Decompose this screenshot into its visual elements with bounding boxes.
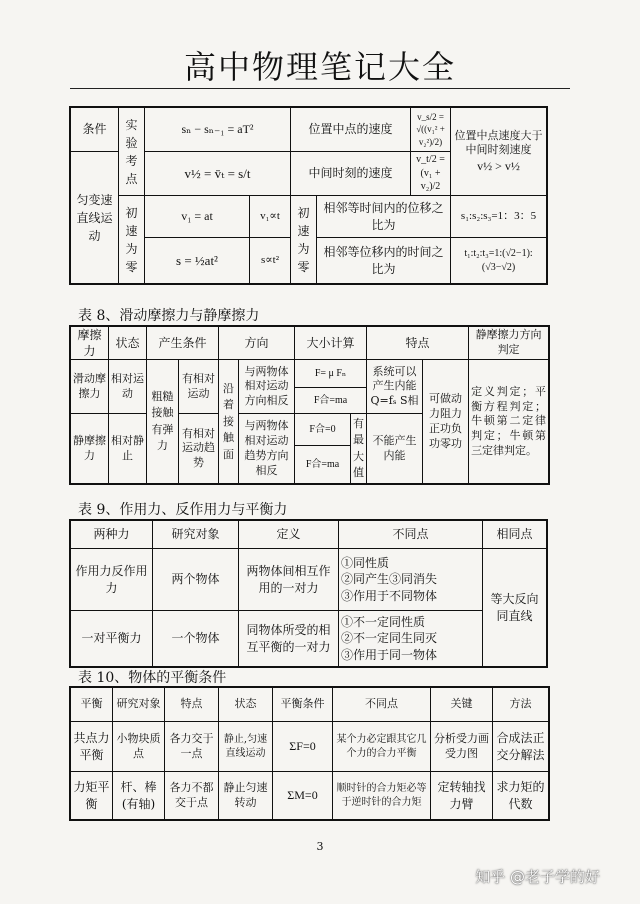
cell-comparison bbox=[451, 108, 547, 196]
table9-caption: 表 9、作用力、反作用力与平衡力 bbox=[78, 502, 288, 518]
cell-key-1: 分析受力画受力图 bbox=[431, 722, 493, 772]
cell-balanced-pair: 一对平衡力 bbox=[71, 611, 153, 667]
header-similarity: 相同点 bbox=[483, 521, 547, 549]
formula-sliding-1: F= μ Fₙ bbox=[295, 360, 367, 388]
watermark: 知乎 @老子学的好 bbox=[475, 868, 600, 886]
header-condition: 产生条件 bbox=[147, 327, 219, 360]
cell-diff-2: 顺时针的合力矩必等于逆时针的合力矩 bbox=[333, 772, 431, 820]
cell-relative-static: 相对静止 bbox=[109, 414, 147, 484]
header-state: 状态 bbox=[219, 688, 273, 722]
cell-diff-1: 某个力必定跟其它几个力的合力平衡 bbox=[333, 722, 431, 772]
cell-work: 可做动力阻力正功负功零功 bbox=[423, 360, 469, 484]
friction-table bbox=[70, 326, 549, 484]
cell-static-friction: 静摩擦力 bbox=[71, 414, 109, 484]
cell-condition-common: 粗糙接触有弹力 bbox=[147, 360, 179, 484]
label-equal-displacement: 相邻等位移内的时间之比为 bbox=[317, 238, 451, 284]
header-key: 关键 bbox=[431, 688, 493, 722]
page-title: 高中物理笔记大全 bbox=[183, 48, 456, 86]
header-calculation: 大小计算 bbox=[295, 327, 367, 360]
cell-state-1: 静止,匀速直线运动 bbox=[219, 722, 273, 772]
cell-experiment-point: 实验考点 bbox=[119, 108, 145, 196]
label-equal-time: 相邻等时间内的位移之比为 bbox=[317, 196, 451, 238]
cell-diff-2 bbox=[339, 611, 483, 667]
title-underline bbox=[70, 88, 570, 89]
header-object: 研究对象 bbox=[113, 688, 165, 722]
cell-definition-2: 同物体所受的相互平衡的一对力 bbox=[239, 611, 339, 667]
cell-judgement: 定义判定；平衡方程判定；牛顿第二定律判定；牛顿第三定律判定。 bbox=[469, 360, 549, 484]
formula-static-2: F合=ma bbox=[295, 446, 351, 484]
header-difference: 不同点 bbox=[333, 688, 431, 722]
header-object: 研究对象 bbox=[153, 521, 239, 549]
cell-sum-force: ΣF=0 bbox=[273, 722, 333, 772]
action-reaction-table bbox=[70, 520, 547, 667]
cell-direction-sliding: 与两物体相对运动方向相反 bbox=[239, 360, 295, 414]
cell-feature-static: 不能产生内能 bbox=[367, 414, 423, 484]
label-midpoint-velocity: 位置中点的速度 bbox=[291, 108, 411, 152]
cell-state-2: 静止匀速转动 bbox=[219, 772, 273, 820]
cell-action-reaction: 作用力反作用力 bbox=[71, 549, 153, 611]
cell-torque-balance: 力矩平衡 bbox=[71, 772, 113, 820]
formula-v-at: v₁ = at bbox=[145, 196, 250, 238]
cell-forces-meet: 各力交于一点 bbox=[165, 722, 219, 772]
cell-condition-sliding: 有相对运动 bbox=[179, 360, 219, 414]
cell-zero-initial-2: 初速为零 bbox=[291, 196, 317, 284]
formula-s: s = ½at² bbox=[145, 238, 250, 284]
cell-direction-static: 与两物体相对运动趋势方向相反 bbox=[239, 414, 295, 484]
formula-static-1: F合=0 bbox=[295, 414, 351, 446]
comparison-text: 位置中点速度大于中间时刻速度 bbox=[454, 128, 543, 157]
diff-1-line-1: ①同性质 bbox=[341, 556, 390, 571]
label-mid-time-velocity: 中间时刻的速度 bbox=[291, 152, 411, 196]
cell-one-object: 一个物体 bbox=[153, 611, 239, 667]
header-difference: 不同点 bbox=[339, 521, 483, 549]
diff-1-line-3: ③作用于不同物体 bbox=[341, 588, 438, 603]
cell-condition-static: 有相对运动趋势 bbox=[179, 414, 219, 484]
diff-2-line-1: ①不一定同性质 bbox=[341, 615, 426, 630]
header-direction: 方向 bbox=[219, 327, 295, 360]
header-judgement: 静摩擦力方向判定 bbox=[469, 327, 549, 360]
cell-relative-motion: 相对运动 bbox=[109, 360, 147, 414]
cell-sliding-friction: 滑动摩擦力 bbox=[71, 360, 109, 414]
ratio-equal-time: s₁:s₂:s₃=1：3：5 bbox=[451, 196, 547, 238]
cell-method-1: 合成法正交分解法 bbox=[493, 722, 549, 772]
cell-diff-1 bbox=[339, 549, 483, 611]
header-feature: 特点 bbox=[165, 688, 219, 722]
cell-motion-type: 匀变速直线运动 bbox=[71, 152, 119, 284]
cell-sum-moment: ΣM=0 bbox=[273, 772, 333, 820]
comparison-formula: v½ > v½ bbox=[477, 159, 520, 174]
page-number: 3 bbox=[316, 840, 324, 853]
header-friction: 摩擦力 bbox=[71, 327, 109, 360]
table8-caption: 表 8、滑动摩擦力与静摩擦力 bbox=[78, 308, 260, 324]
cell-key-2: 定转轴找力臂 bbox=[431, 772, 493, 820]
cell-feature-sliding: 系统可以产生内能Q=fₛ S相 bbox=[367, 360, 423, 414]
header-condition: 平衡条件 bbox=[273, 688, 333, 722]
equilibrium-table bbox=[70, 687, 549, 820]
cell-concurrent-balance: 共点力平衡 bbox=[71, 722, 113, 772]
cell-rod-axis: 杆、棒(有轴) bbox=[113, 772, 165, 820]
formula-v-prop: v₁∝t bbox=[250, 196, 291, 238]
diff-2-line-3: ③作用于同一物体 bbox=[341, 647, 438, 662]
cell-condition: 条件 bbox=[71, 108, 119, 152]
cell-method-2: 求力矩的代数 bbox=[493, 772, 549, 820]
diff-1-line-2: ②同产生③同消失 bbox=[341, 572, 438, 587]
ratio-equal-displacement: t₁:t₂:t₃=1:(√2−1):(√3−√2) bbox=[451, 238, 547, 284]
cell-definition-1: 两物体间相互作用的一对力 bbox=[239, 549, 339, 611]
header-two-forces: 两种力 bbox=[71, 521, 153, 549]
formula-successive-diff: sₙ − sₙ₋₁ = aT² bbox=[145, 108, 291, 152]
motion-table bbox=[70, 107, 547, 284]
cell-maximum: 有最大值 bbox=[351, 414, 367, 484]
cell-zero-initial: 初速为零 bbox=[119, 196, 145, 284]
formula-s-prop: s∝t² bbox=[250, 238, 291, 284]
cell-forces-not-meet: 各力不都交于点 bbox=[165, 772, 219, 820]
cell-block-particle: 小物块质点 bbox=[113, 722, 165, 772]
header-state: 状态 bbox=[109, 327, 147, 360]
formula-sliding-2: F合=ma bbox=[295, 388, 367, 414]
header-method: 方法 bbox=[493, 688, 549, 722]
table10-caption: 表 10、物体的平衡条件 bbox=[78, 670, 227, 686]
cell-two-objects: 两个物体 bbox=[153, 549, 239, 611]
header-feature: 特点 bbox=[367, 327, 469, 360]
formula-mid-time-avg: v½ = v̄ₜ = s/t bbox=[145, 152, 291, 196]
formula-midpoint-velocity: v_s/2 = √((v₁² + v₂²)/2) bbox=[411, 108, 451, 152]
cell-along-surface: 沿着接触面 bbox=[219, 360, 239, 484]
cell-common-point: 等大反向同直线 bbox=[483, 549, 547, 667]
header-balance: 平衡 bbox=[71, 688, 113, 722]
formula-mid-time-velocity: v_t/2 = (v₁ + v₂)/2 bbox=[411, 152, 451, 196]
diff-2-line-2: ②不一定同生同灭 bbox=[341, 631, 438, 646]
header-definition: 定义 bbox=[239, 521, 339, 549]
